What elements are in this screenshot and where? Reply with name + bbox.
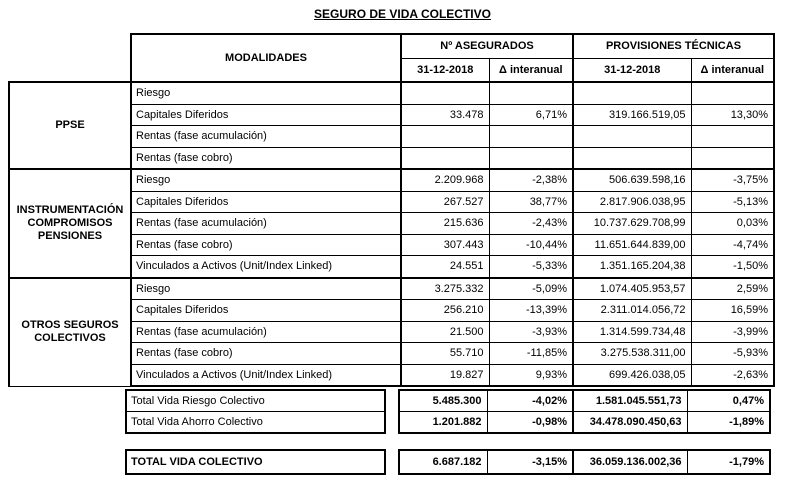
value-cell bbox=[573, 82, 691, 104]
value-cell: 307.443 bbox=[401, 234, 489, 256]
value-cell: -2,38% bbox=[489, 169, 573, 191]
modalidad-label: Rentas (fase acumulación) bbox=[131, 321, 401, 343]
corner-spacer bbox=[9, 34, 131, 82]
value-cell: 3.275.332 bbox=[401, 278, 489, 300]
column-group-asegurados: Nº ASEGURADOS bbox=[401, 34, 573, 58]
value-cell: 506.639.598,16 bbox=[573, 169, 691, 191]
value-cell: 9,93% bbox=[489, 364, 573, 386]
value-cell: -3,15% bbox=[487, 450, 573, 474]
value-cell: -1,79% bbox=[687, 450, 770, 474]
modalidad-label: Riesgo bbox=[131, 169, 401, 191]
section-name: OTROS SEGUROS COLECTIVOS bbox=[9, 278, 131, 387]
modalidad-label: Capitales Diferidos bbox=[131, 300, 401, 322]
value-cell: 267.527 bbox=[401, 191, 489, 213]
value-cell bbox=[401, 82, 489, 104]
value-cell: 1.351.165.204,38 bbox=[573, 256, 691, 278]
value-cell: 215.636 bbox=[401, 213, 489, 235]
value-cell: 6,71% bbox=[489, 104, 573, 126]
value-cell: 34.478.090.450,63 bbox=[573, 412, 687, 434]
value-cell: 0,47% bbox=[687, 390, 770, 412]
value-cell bbox=[401, 126, 489, 148]
value-cell: 1.581.045.551,73 bbox=[573, 390, 687, 412]
value-cell: 55.710 bbox=[401, 343, 489, 365]
value-cell: 36.059.136.002,36 bbox=[573, 450, 687, 474]
value-cell: 256.210 bbox=[401, 300, 489, 322]
value-cell: 21.500 bbox=[401, 321, 489, 343]
subtotal-label: Total Vida Riesgo Colectivo bbox=[126, 390, 385, 412]
value-cell: -13,39% bbox=[489, 300, 573, 322]
main-table-body bbox=[9, 82, 774, 386]
subheader-asegurados-interanual: Δ interanual bbox=[489, 58, 573, 82]
value-cell: -5,33% bbox=[489, 256, 573, 278]
modalidad-label: Vinculados a Activos (Unit/Index Linked) bbox=[131, 256, 401, 278]
subheader-asegurados-fecha: 31-12-2018 bbox=[401, 58, 489, 82]
value-cell: 319.166.519,05 bbox=[573, 104, 691, 126]
table-row bbox=[399, 390, 770, 412]
value-cell: 0,03% bbox=[691, 213, 774, 235]
value-cell: -10,44% bbox=[489, 234, 573, 256]
column-header-modalidades: MODALIDADES bbox=[131, 34, 401, 82]
value-cell bbox=[573, 147, 691, 169]
value-cell: 24.551 bbox=[401, 256, 489, 278]
value-cell: 19.827 bbox=[401, 364, 489, 386]
value-cell: -0,98% bbox=[487, 412, 573, 434]
modalidad-label: Riesgo bbox=[131, 82, 401, 104]
value-cell: -3,75% bbox=[691, 169, 774, 191]
subheader-provisiones-fecha: 31-12-2018 bbox=[573, 58, 691, 82]
value-cell: -4,02% bbox=[487, 390, 573, 412]
value-cell: 13,30% bbox=[691, 104, 774, 126]
value-cell: 3.275.538.311,00 bbox=[573, 343, 691, 365]
value-cell: 699.426.038,05 bbox=[573, 364, 691, 386]
subheader-provisiones-interanual: Δ interanual bbox=[691, 58, 774, 82]
value-cell: 16,59% bbox=[691, 300, 774, 322]
value-cell bbox=[691, 82, 774, 104]
value-cell bbox=[401, 147, 489, 169]
section-name: INSTRUMENTACIÓN COMPROMISOS PENSIONES bbox=[9, 169, 131, 278]
value-cell: -3,93% bbox=[489, 321, 573, 343]
table-row bbox=[126, 390, 385, 412]
value-cell: 2.209.968 bbox=[401, 169, 489, 191]
modalidad-label: Rentas (fase acumulación) bbox=[131, 213, 401, 235]
value-cell: 33.478 bbox=[401, 104, 489, 126]
value-cell: 1.201.882 bbox=[399, 412, 487, 434]
main-table bbox=[8, 33, 775, 387]
table-row bbox=[9, 169, 774, 191]
value-cell bbox=[489, 147, 573, 169]
table-row bbox=[126, 412, 385, 434]
modalidad-label: Rentas (fase acumulación) bbox=[131, 126, 401, 148]
grand-total-label: TOTAL VIDA COLECTIVO bbox=[126, 450, 385, 474]
main-table-header bbox=[9, 34, 774, 82]
value-cell bbox=[573, 126, 691, 148]
value-cell: -11,85% bbox=[489, 343, 573, 365]
value-cell: -5,93% bbox=[691, 343, 774, 365]
value-cell: 38,77% bbox=[489, 191, 573, 213]
value-cell: -5,13% bbox=[691, 191, 774, 213]
value-cell: -2,43% bbox=[489, 213, 573, 235]
modalidad-label: Rentas (fase cobro) bbox=[131, 147, 401, 169]
table-row bbox=[9, 278, 774, 300]
grand-total-label-table bbox=[125, 449, 386, 475]
value-cell: 6.687.182 bbox=[399, 450, 487, 474]
modalidad-label: Rentas (fase cobro) bbox=[131, 234, 401, 256]
value-cell: 2.311.014.056,72 bbox=[573, 300, 691, 322]
table-row bbox=[9, 82, 774, 104]
subtotals-label-table bbox=[125, 389, 386, 434]
value-cell: 5.485.300 bbox=[399, 390, 487, 412]
modalidad-label: Capitales Diferidos bbox=[131, 104, 401, 126]
value-cell: 2.817.906.038,95 bbox=[573, 191, 691, 213]
subtotal-label: Total Vida Ahorro Colectivo bbox=[126, 412, 385, 434]
value-cell: 1.314.599.734,48 bbox=[573, 321, 691, 343]
value-cell: 2,59% bbox=[691, 278, 774, 300]
modalidad-label: Riesgo bbox=[131, 278, 401, 300]
section-name: PPSE bbox=[9, 82, 131, 169]
value-cell bbox=[489, 82, 573, 104]
table-row bbox=[126, 450, 385, 474]
modalidad-label: Capitales Diferidos bbox=[131, 191, 401, 213]
value-cell bbox=[489, 126, 573, 148]
value-cell: -4,74% bbox=[691, 234, 774, 256]
value-cell: -1,50% bbox=[691, 256, 774, 278]
subtotals-values-table bbox=[398, 389, 771, 434]
table-row bbox=[399, 412, 770, 434]
value-cell: 10.737.629.708,99 bbox=[573, 213, 691, 235]
grand-total-values-table bbox=[398, 449, 771, 475]
value-cell: -1,89% bbox=[687, 412, 770, 434]
modalidad-label: Vinculados a Activos (Unit/Index Linked) bbox=[131, 364, 401, 386]
page-title: SEGURO DE VIDA COLECTIVO bbox=[314, 7, 491, 21]
value-cell: 11.651.644.839,00 bbox=[573, 234, 691, 256]
value-cell bbox=[691, 126, 774, 148]
column-group-provisiones: PROVISIONES TÉCNICAS bbox=[573, 34, 774, 58]
value-cell bbox=[691, 147, 774, 169]
value-cell: -3,99% bbox=[691, 321, 774, 343]
table-row bbox=[399, 450, 770, 474]
value-cell: 1.074.405.953,57 bbox=[573, 278, 691, 300]
value-cell: -5,09% bbox=[489, 278, 573, 300]
modalidad-label: Rentas (fase cobro) bbox=[131, 343, 401, 365]
value-cell: -2,63% bbox=[691, 364, 774, 386]
